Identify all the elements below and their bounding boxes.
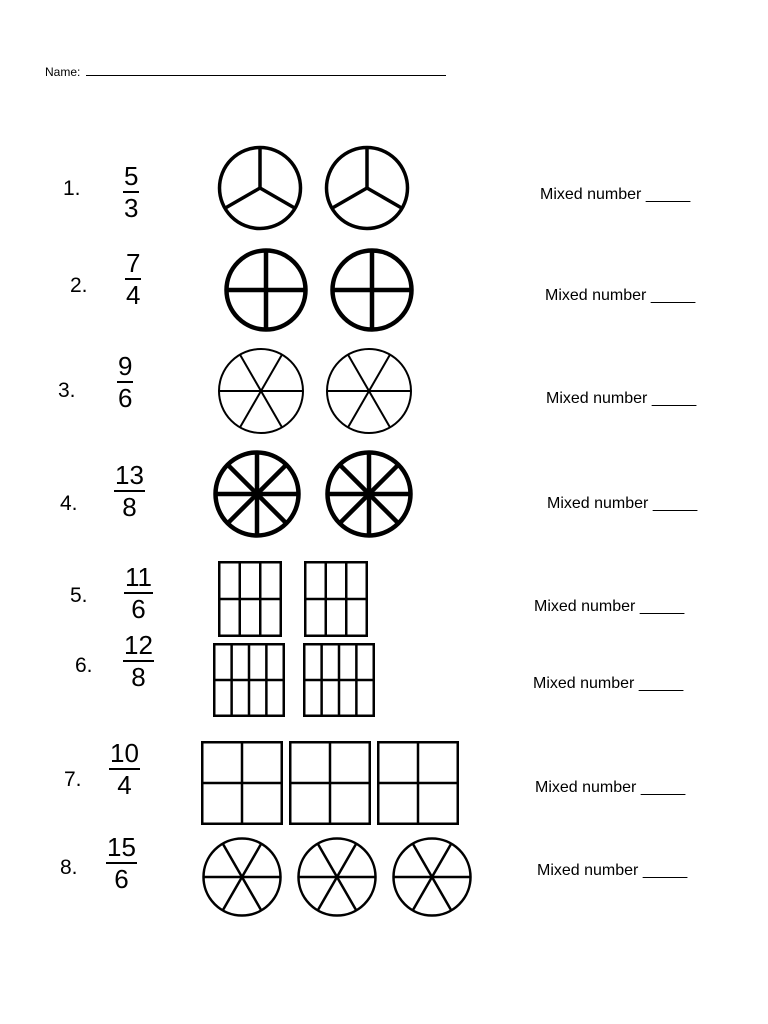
fraction: [125, 250, 141, 308]
circle-model: [394, 839, 471, 916]
partition-line: [257, 465, 286, 494]
fraction-model: [213, 643, 375, 717]
partition-line: [348, 391, 369, 427]
name-label: Name:: [45, 65, 81, 79]
partition-line: [242, 877, 261, 910]
partition-line: [369, 465, 398, 494]
problem-number: 7.: [64, 768, 82, 791]
partition-line: [340, 494, 369, 523]
partition-line: [257, 494, 286, 523]
rectangle-models: [218, 561, 368, 637]
partition-line: [369, 355, 390, 391]
fraction-model: [216, 144, 411, 232]
circle-model: [219, 349, 303, 433]
circle-model: [227, 251, 306, 330]
numerator: 13: [115, 460, 144, 490]
rectangle-models: [201, 741, 459, 825]
problem-number: 2.: [70, 274, 88, 297]
partition-line: [318, 844, 337, 877]
partition-line: [242, 844, 261, 877]
rectangle-model: [377, 741, 459, 825]
numerator: 9: [118, 351, 133, 381]
denominator: 4: [117, 770, 132, 800]
partition-line: [318, 877, 337, 910]
mixed-number-answer[interactable]: Mixed number _____: [533, 675, 684, 692]
partition-line: [369, 494, 398, 523]
fraction: [114, 462, 145, 520]
denominator: 3: [124, 193, 139, 223]
partition-line: [240, 355, 261, 391]
rectangle-model: [303, 643, 375, 717]
rectangle-model: [218, 561, 282, 637]
fraction: [123, 632, 154, 690]
circle-model: [299, 839, 376, 916]
partition-line: [413, 844, 432, 877]
partition-line: [369, 391, 390, 427]
numerator: 10: [110, 738, 139, 768]
fraction: [123, 163, 139, 221]
mixed-number-answer[interactable]: Mixed number _____: [537, 862, 688, 879]
fraction-model: [201, 741, 459, 825]
mixed-number-answer[interactable]: Mixed number _____: [547, 495, 698, 512]
circle-models: [211, 448, 415, 540]
partition-line: [432, 877, 451, 910]
numerator: 7: [126, 248, 141, 278]
fraction: [117, 353, 133, 411]
partition-line: [332, 188, 367, 208]
problem-number: 6.: [75, 654, 93, 677]
partition-line: [261, 391, 282, 427]
denominator: 6: [131, 594, 146, 624]
fraction: [106, 834, 137, 892]
name-blank[interactable]: [86, 64, 446, 76]
fraction-model: [218, 561, 368, 637]
rectangle-model: [289, 741, 371, 825]
rectangle-model: [201, 741, 283, 825]
circle-model: [220, 148, 301, 229]
partition-line: [413, 877, 432, 910]
numerator: 15: [107, 832, 136, 862]
numerator: 11: [125, 562, 152, 592]
rectangle-model: [213, 643, 285, 717]
rectangle-models: [213, 643, 375, 717]
mixed-number-answer[interactable]: Mixed number _____: [535, 779, 686, 796]
partition-line: [240, 391, 261, 427]
mixed-number-answer[interactable]: Mixed number _____: [545, 287, 696, 304]
numerator: 5: [124, 161, 139, 191]
numerator: 12: [124, 630, 153, 660]
fraction-model: [211, 448, 415, 540]
partition-line: [432, 844, 451, 877]
circle-models: [201, 836, 473, 918]
partition-line: [261, 355, 282, 391]
denominator: 6: [118, 383, 133, 413]
partition-line: [367, 188, 402, 208]
partition-line: [337, 844, 356, 877]
partition-line: [223, 877, 242, 910]
partition-line: [260, 188, 295, 208]
partition-line: [228, 494, 257, 523]
fraction: [109, 740, 140, 798]
circle-models: [217, 347, 413, 435]
fraction-model: [222, 246, 416, 334]
mixed-number-answer[interactable]: Mixed number _____: [546, 390, 697, 407]
denominator: 4: [126, 280, 141, 310]
circle-model: [216, 453, 299, 536]
fraction-model: [201, 836, 473, 918]
mixed-number-answer[interactable]: Mixed number _____: [534, 598, 685, 615]
problem-number: 3.: [58, 379, 76, 402]
partition-line: [228, 465, 257, 494]
fraction-model: [217, 347, 413, 435]
partition-line: [348, 355, 369, 391]
circle-model: [327, 349, 411, 433]
circle-model: [204, 839, 281, 916]
partition-line: [337, 877, 356, 910]
circle-models: [222, 246, 416, 334]
denominator: 8: [131, 662, 146, 692]
partition-line: [340, 465, 369, 494]
partition-line: [225, 188, 260, 208]
problem-number: 5.: [70, 584, 88, 607]
partition-line: [223, 844, 242, 877]
denominator: 6: [114, 864, 129, 894]
circle-model: [328, 453, 411, 536]
circle-model: [327, 148, 408, 229]
mixed-number-answer[interactable]: Mixed number _____: [540, 186, 691, 203]
circle-model: [333, 251, 412, 330]
fraction: [124, 564, 153, 622]
problem-number: 8.: [60, 856, 78, 879]
name-field[interactable]: [45, 64, 446, 79]
problem-number: 4.: [60, 492, 78, 515]
rectangle-model: [304, 561, 368, 637]
circle-models: [216, 144, 411, 232]
problem-number: 1.: [63, 177, 81, 200]
denominator: 8: [122, 492, 137, 522]
